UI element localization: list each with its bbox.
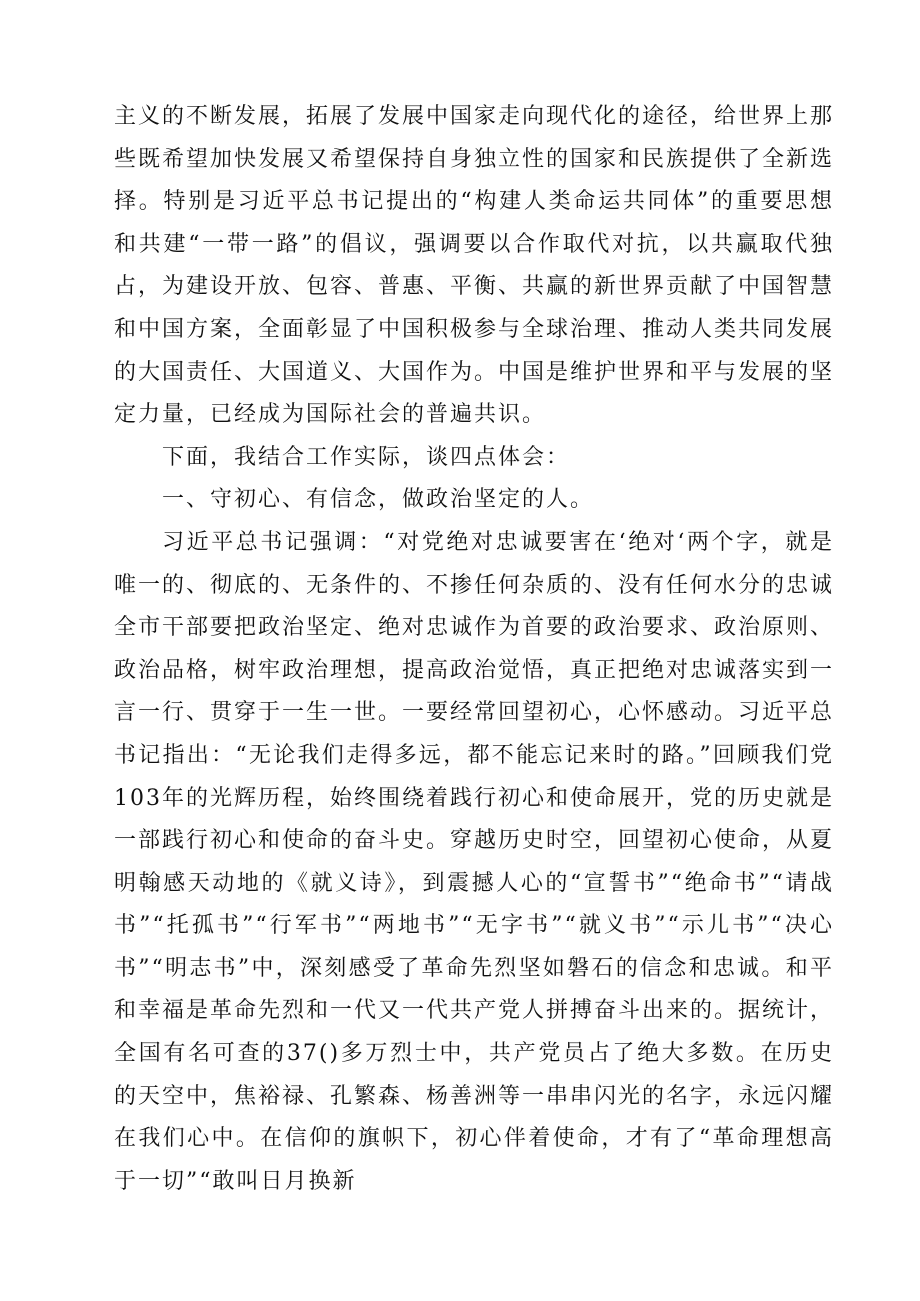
paragraph-intro: 下面，我结合工作实际，谈四点体会： [162, 444, 571, 470]
paragraph-body: 习近平总书记强调：“对党绝对忠诚要害在‘绝对‘两个字，就是唯一的、彻底的、无条件的、不掺任何杂质的、没有任何水分的忠诚全市干部要把政治坚定、绝对忠诚作为首要的政治要求、政治原则、政治品格，树牢政治理想，提高政治觉悟，真正把绝对忠诚落实到一言一行、贯穿于一生一世。一要经常回望初心，心怀感动。习近平总书记指出：“无论我们走得多远，都不能忘记来时的路。”回顾我们党103年的光辉历程，始终围绕着践行初心和使命展开，党的历史就是一部践行初心和使命的奋斗史。穿越历史时空，回望初心使命，从夏明翰感天动地的《就义诗》，到震撼人心的“宣誓书”“绝命书”“请战书”“托孤书”“行军书”“两地书”“无字书”“就义书”“示儿书”“决心书”“明志书”中，深刻感受了革命先烈坚如磐石的信念和忠诚。和平和幸福是革命先烈和一代又一代共产党人拼搏奋斗出来的。据统计，全国有名可查的37()多万烈士中，共产党员占了绝大多数。在历史的天空中，焦裕禄、孔繁森、杨善洲等一串串闪光的名字，永远闪耀在我们心中。在信仰的旗帜下，初心伴着使命，才有了“革命理想高于一切”“敢叫日月换新 [114, 529, 835, 1194]
section-heading-1: 一、守初心、有信念，做政治坚定的人。 [162, 487, 595, 513]
paragraph-continued: 主义的不断发展，拓展了发展中国家走向现代化的途径，给世界上那些既希望加快发展又希望保持自身独立性的国家和民族提供了全新选择。特别是习近平总书记提出的“构建人类命运共同体”的重要思想和共建“一带一路”的倡议，强调要以合作取代对抗，以共赢取代独占，为建设开放、包容、普惠、平衡、共赢的新世界贡献了中国智慧和中国方案，全面彰显了中国积极参与全球治理、推动人类共同发展的大国责任、大国道义、大国作为。中国是维护世界和平与发展的坚定力量，已经成为国际社会的普遍共识。 [114, 104, 835, 428]
document-body [114, 96, 834, 1203]
